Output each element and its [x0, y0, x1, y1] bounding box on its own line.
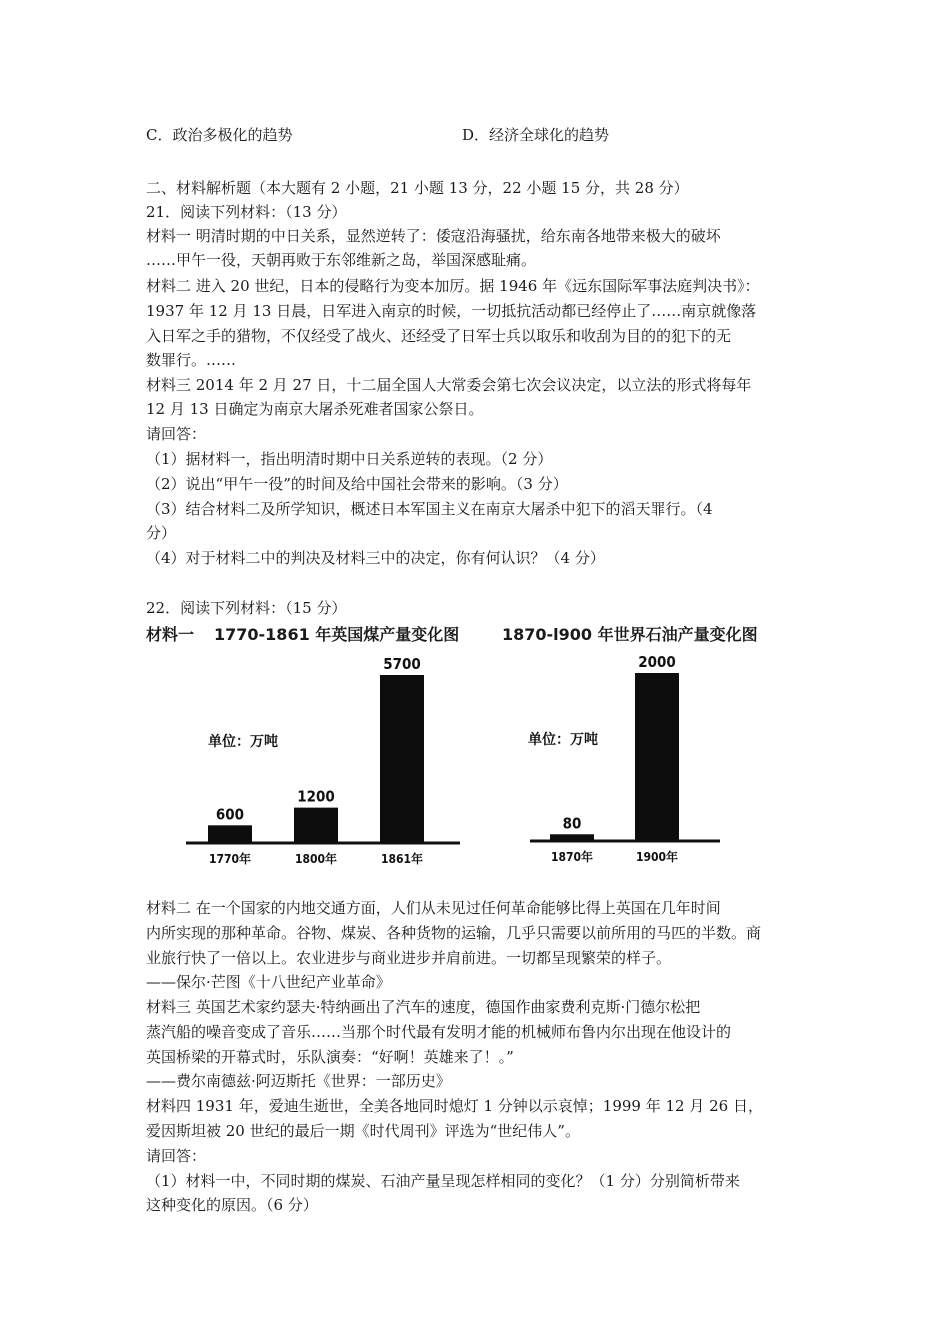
q21-material2-line: 入日军之手的猎物，不仅经受了战火、还经受了日军士兵以取乐和收刮为目的的犯下的无	[146, 327, 732, 345]
q21-subquestion-2: （2）说出“甲午一役”的时间及给中国社会带来的影响。（3 分）	[146, 475, 568, 493]
q22-material2-source: ——保尔·芒图《十八世纪产业革命》	[146, 973, 391, 991]
q21-material3-line: 12 月 13 日确定为南京大屠杀死难者国家公祭日。	[146, 400, 484, 418]
q21-subquestion-4: （4）对于材料二中的判决及材料三中的决定，你有何认识？（4 分）	[146, 549, 605, 567]
choice-options	[146, 124, 816, 148]
q21-material3-line: 材料三 2014 年 2 月 27 日，十二届全国人大常委会第七次会议决定，以立法的形式将每年	[146, 376, 752, 394]
q21-subquestion-3-cont: 分）	[146, 524, 177, 542]
q21-material2-line: 数罪行。……	[146, 351, 237, 369]
unit-label: 单位：万吨	[528, 732, 598, 748]
category-label: 1861年	[380, 852, 424, 866]
q21-title: 21．阅读下列材料：（13 分）	[146, 203, 347, 221]
coal-chart-title: 1770-1861 年英国煤产量变化图	[214, 625, 460, 644]
q22-material2-line: 内所实现的那种革命。谷物、煤炭、各种货物的运输，几乎只需要以前所用的马匹的半数。商	[146, 924, 762, 942]
q21-material2-line: 1937 年 12 月 13 日晨，日军进入南京的时候，一切抵抗活动都已经停止了……南京就像落	[146, 302, 757, 320]
section-heading: 二、材料解析题（本大题有 2 小题，21 小题 13 分，22 小题 15 分，共 28 分）	[146, 179, 689, 197]
q22-material2-line: 材料二 在一个国家的内地交通方面，人们从未见过任何革命能够比得上英国在几年时间	[146, 899, 721, 917]
q22-material4-line: 爱因斯坦被 20 世纪的最后一期《时代周刊》评选为“世纪伟人”。	[146, 1122, 580, 1140]
q22-material3-line: 材料三 英国艺术家约瑟夫·特纳画出了汽车的速度，德国作曲家费利克斯·门德尔松把	[146, 998, 701, 1016]
bar-1861年	[380, 675, 424, 843]
bar-1870年	[550, 834, 594, 841]
coal-production-chart	[170, 648, 460, 878]
q21-subquestion-3: （3）结合材料二及所学知识，概述日本军国主义在南京大屠杀中犯下的滔天罪行。（4	[146, 500, 713, 518]
q22-material1-label: 材料一	[146, 625, 195, 644]
q22-material2-line: 业旅行快了一倍以上。农业进步与商业进步并肩前进。一切都呈现繁荣的样子。	[146, 949, 672, 967]
category-label: 1800年	[294, 852, 338, 866]
data-label: 80	[562, 814, 582, 833]
data-label: 2000	[638, 653, 676, 671]
q22-material3-source: ——费尔南德兹·阿迈斯托《世界：一部历史》	[146, 1072, 451, 1090]
oil-production-chart	[520, 648, 720, 878]
unit-label: 单位：万吨	[208, 734, 278, 750]
q22-material3-line: 英国桥梁的开幕式时，乐队演奏：“好啊！英雄来了！。”	[146, 1048, 514, 1066]
q22-material4-line: 材料四 1931 年，爱迪生逝世，全美各地同时熄灯 1 分钟以示哀悼；1999 年 12 月 26 日，	[146, 1097, 763, 1115]
option-c: C．政治多极化的趋势	[146, 126, 293, 144]
bar-1900年	[635, 673, 679, 841]
category-label: 1870年	[550, 850, 594, 864]
data-label: 600	[215, 805, 245, 824]
q21-material1-line: 材料一 明清时期的中日关系，显然逆转了：倭寇沿海骚扰，给东南各地带来极大的破坏	[146, 227, 721, 245]
category-label: 1900年	[635, 850, 679, 864]
q21-subquestion-1: （1）据材料一，指出明清时期中日关系逆转的表现。（2 分）	[146, 450, 553, 468]
q22-ask: 请回答：	[146, 1147, 207, 1165]
data-label: 5700	[383, 655, 421, 673]
q21-ask: 请回答：	[146, 425, 207, 443]
option-d: D．经济全球化的趋势	[462, 126, 610, 144]
q22-subquestion-1-cont: 这种变化的原因。（6 分）	[146, 1196, 318, 1214]
q22-material3-line: 蒸汽船的噪音变成了音乐……当那个时代最有发明才能的机械师布鲁内尔出现在他设计的	[146, 1023, 732, 1041]
bar-1800年	[294, 808, 338, 843]
data-label: 1200	[297, 787, 335, 806]
bar-1770年	[208, 825, 252, 843]
q21-material2-line: 材料二 进入 20 世纪，日本的侵略行为变本加厉。据 1946 年《远东国际军事法庭判决书》：	[146, 277, 760, 295]
oil-chart-title: 1870-l900 年世界石油产量变化图	[502, 625, 758, 644]
q22-title: 22．阅读下列材料：（15 分）	[146, 599, 347, 617]
category-label: 1770年	[208, 852, 252, 866]
q22-subquestion-1: （1）材料一中，不同时期的煤炭、石油产量呈现怎样相同的变化？（1 分）分别简析带来	[146, 1172, 740, 1190]
q21-material1-line: ……甲午一役，天朝再败于东邻维新之岛，举国深感耻痛。	[146, 251, 537, 269]
